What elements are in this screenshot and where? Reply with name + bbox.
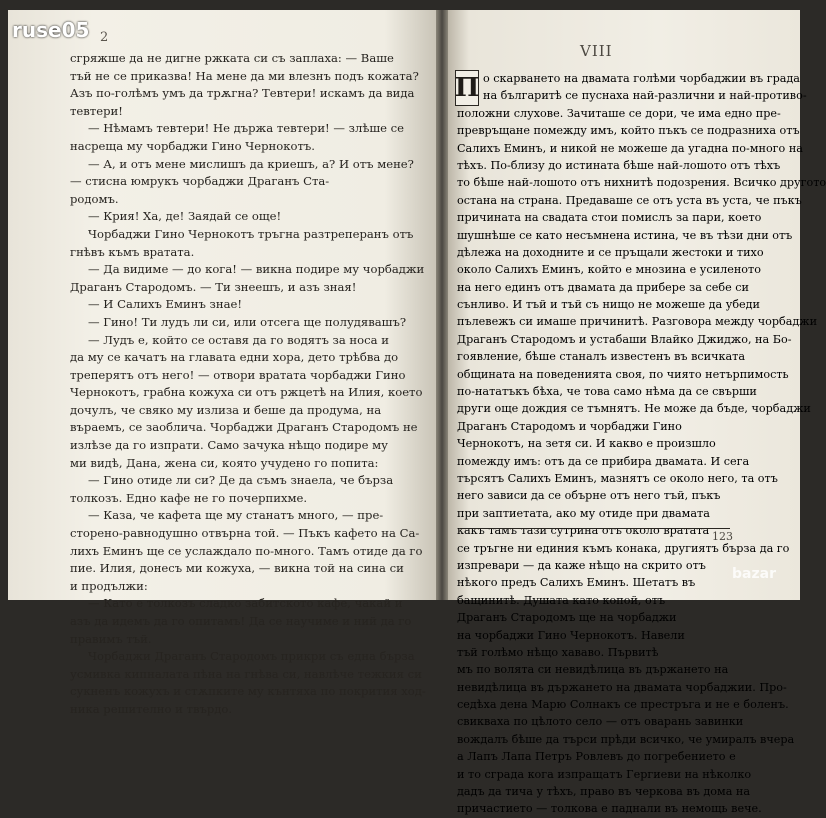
text-line: бащинитѣ. Душата като копой, отъ xyxy=(457,593,666,607)
text-line: на българитѣ се пуснаха най-различни и най-противо- xyxy=(483,89,807,103)
text-line: изпревари — да каже нѣщо на скрито отъ xyxy=(457,558,706,572)
text-line: сукненъ кожухъ и стѫпките му кънтяха по покрития ход- xyxy=(70,684,426,699)
text-line: сторено-равнодушно отвърна той. — Пъкъ кафето на Са- xyxy=(70,526,420,541)
text-line: гоявление, бѣше станалъ известенъ въ всичката xyxy=(457,350,746,364)
text-line: Чернокотъ, на зетя си. И какво е произшло xyxy=(457,437,716,451)
text-line: треперятъ отъ него! — отвори вратата чорбаджи Гино xyxy=(70,367,406,382)
text-line: нѣкого предъ Салихъ Еминъ. Шетатъ въ xyxy=(457,576,696,590)
text-line: него зависи да се обърне отъ него тъй, пъкъ xyxy=(457,489,721,503)
text-line: родомъ. xyxy=(70,191,119,206)
text-line: ника решително и твърдо. xyxy=(70,701,233,716)
text-line: насреща му чорбаджи Гино Чернокотъ. xyxy=(70,138,315,153)
text-line: ми видѣ, Дана, жена си, която учудено го попита: xyxy=(70,455,379,470)
text-line: — Нѣмамъ тевтери! Не държа тевтери! — злѣше се xyxy=(88,121,405,136)
text-line: положни слухове. Зачиташе се дори, че има едно пре- xyxy=(457,106,781,120)
text-line: — Да видиме — до кога! — викна подире му чорбаджи xyxy=(88,262,425,277)
bottom-rule xyxy=(460,528,730,529)
text-line: дочулъ, че свяко му излиза и беше да продума, на xyxy=(70,402,382,417)
text-line: причината на свадата стои помислъ за пари, което xyxy=(457,211,762,225)
text-line: тевтери! xyxy=(70,103,123,118)
text-line: около Салихъ Еминъ, който е мнозина е усиленото xyxy=(457,263,761,277)
text-line: дѣлежа на доходните и се пръщали жестоки и тихо xyxy=(457,245,764,259)
text-line: седѣха дена Марю Солнакъ се престръга и не е боленъ. xyxy=(457,698,789,712)
text-line: сънливо. И тъй и тъй съ нищо не можеше да убеди xyxy=(457,298,761,312)
text-line: — Крия! Ха, де! Заядай се още! xyxy=(88,209,282,224)
text-line: Азъ по-голѣмъ умъ да трѫгна? Тевтери! искамъ да вида xyxy=(70,86,415,101)
text-line: правимъ тъй. xyxy=(70,631,152,646)
text-line: а Лапъ Лапа Петръ Ровлевъ до погребението е xyxy=(457,750,736,764)
text-line: на чорбаджи Гино Чернокотъ. Навели xyxy=(457,628,685,642)
text-line: на него единъ отъ двамата да прибере за себе си xyxy=(457,280,749,294)
text-line: Драганъ Стародомъ ще на чорбаджи xyxy=(457,611,677,625)
text-line: Чернокотъ, грабна кожуха си отъ ржцетѣ на Илия, което xyxy=(70,385,423,400)
book-gutter xyxy=(436,10,448,600)
text-line: свикваха по цѣлото село — отъ оварань завинки xyxy=(457,715,744,729)
text-line: о скарването на двамата голѣми чорбаджии въ града xyxy=(483,72,800,85)
text-line: причастието — толкова е паднали въ немощь вече. xyxy=(457,802,762,816)
text-line: — Гино! Ти лудъ ли си, или отсега ще полудявашъ? xyxy=(88,314,407,329)
text-line: тѣхъ. По-близу до истината бѣше най-лошото отъ тѣхъ xyxy=(457,158,781,172)
text-line: — Гино отиде ли си? Де да съмъ знаела, че бърза xyxy=(88,473,394,488)
text-line: Драганъ Стародомъ и устабаши Влайко Джиджо, на Бо- xyxy=(457,332,792,346)
text-line: дадъ да тича у тѣхъ, право въ черкова въ дома на xyxy=(457,785,751,799)
text-line: тъй голѣмо нѣщо хававо. Първитѣ xyxy=(457,645,659,659)
text-line: — стисна юмрукъ чорбаджи Драганъ Ста- xyxy=(70,174,330,189)
text-line: усмивка кипналата пѣна на гнѣва си, навлѣче тежкия си xyxy=(70,666,422,681)
text-line: помежду имъ: отъ да се прибира двамата. И сега xyxy=(457,454,750,468)
text-line: и то сграда кога изпращатъ Гергиеви на нѣколко xyxy=(457,767,752,781)
text-line: вождалъ бѣше да търси прѣди всичко, че умиралъ вчера xyxy=(457,732,795,746)
text-line: тъй не се приказва! На мене да ми влезнъ подъ кожата? xyxy=(70,68,419,83)
watermark-logo: ruse05 xyxy=(12,18,90,42)
text-line: — Лудъ е, който се оставя да го водятъ за носа и xyxy=(88,332,389,347)
text-line: сгряжше да не дигне ржката си съ заплаха: — Ваше xyxy=(70,51,394,65)
text-line: азъ да идемъ да го опитамъ! Да се научиме и ний да го xyxy=(70,614,412,628)
text-line: шушнѣше се като несъмнена истина, че въ тѣзи дни отъ xyxy=(457,228,793,242)
text-line: Драганъ Стародомъ. — Ти знеешъ, и азъ зная! xyxy=(70,279,357,294)
text-line: гнѣвъ къмъ вратата. xyxy=(70,244,195,259)
text-line: — Като е толкозъ сладко забитското кафе, чакай и xyxy=(88,596,403,611)
text-line: Драганъ Стародомъ и чорбаджи Гино xyxy=(457,419,682,433)
text-line: пие. Илия, донесъ ми кожуха, — викна той на сина си xyxy=(70,561,404,576)
left-page-number: 2 xyxy=(100,30,109,45)
text-line: мъ по волята си невидѣлица въ държането на xyxy=(457,663,729,677)
text-line: то бѣше най-лошото отъ нихнитѣ подозрения. Всичко другото xyxy=(457,176,826,190)
left-page-text xyxy=(70,50,426,719)
chapter-heading: VIII xyxy=(580,42,613,60)
text-line: и продължи: xyxy=(70,578,148,593)
text-line: по-нататъкъ бѣха, че това само нѣма да се свърши xyxy=(457,385,757,399)
text-line: превръщане помежду имъ, който пъкъ се подразниха отъ xyxy=(457,124,800,138)
text-line: пълевежъ си имаше причинитѣ. Разговора между чорбаджи xyxy=(457,315,818,329)
text-line: остана на страна. Предаваше се отъ уста въ уста, че пъкъ xyxy=(457,193,802,207)
text-line: толкозъ. Едно кафе не го почерпихме. xyxy=(70,490,308,505)
text-line: невидѣлица въ държането на двамата чорбаджии. Про- xyxy=(457,680,787,694)
text-line: лихъ Еминъ ще се услаждало по-много. Тамъ отиде да го xyxy=(70,543,423,558)
right-page-number: 123 xyxy=(712,530,733,543)
text-line: — Каза, че кафета ще му станатъ много, — пре- xyxy=(88,508,384,523)
left-page xyxy=(8,10,436,716)
text-line: Чорбаджи Драганъ Стародомъ прикри съ една бърза xyxy=(88,649,415,664)
text-line: — И Салихъ Еминъ знае! xyxy=(88,297,243,312)
text-line: при заптиетата, ако му отиде при двамата xyxy=(457,506,710,520)
text-line: общината на поведенията своя, по чиято нетърпимость xyxy=(457,367,789,381)
text-line: — А, и отъ мене мислишъ да криешъ, а? И отъ мене? xyxy=(88,156,414,171)
text-line: се тръгне ни единия къмъ конака, другиятъ бърза да го xyxy=(457,541,790,555)
text-line: Чорбаджи Гино Чернокотъ тръгна разтреперанъ отъ xyxy=(88,226,414,241)
text-line: търсятъ Салихъ Еминъ, мазнятъ се около него, та отъ xyxy=(457,471,778,485)
text-line: други още дождия се тъмнятъ. Не може да бъде, чорбаджи xyxy=(457,402,811,416)
text-line: въраемъ, се заоблича. Чорбаджи Драганъ Стародомъ не xyxy=(70,420,418,435)
text-line: излѣзе да го изпрати. Само зачука нѣщо подире му xyxy=(70,438,388,453)
text-line: Салихъ Еминъ, и никой не можеше да угадна по-много на xyxy=(457,141,803,155)
watermark-corner: bazar xyxy=(732,566,776,582)
text-line: да му се качатъ на главата едни хора, дето трѣбва до xyxy=(70,350,399,365)
text-line: какъ тамъ тази сутрина отъ около вратата xyxy=(457,524,710,538)
drop-cap: П xyxy=(455,70,479,106)
